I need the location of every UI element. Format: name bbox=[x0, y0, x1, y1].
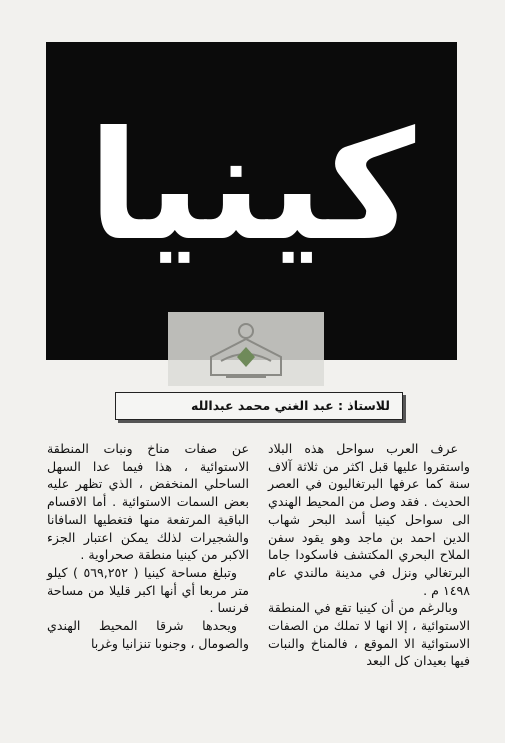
paragraph: ويحدها شرقا المحيط الهندي والصومال ، وجنوبا تنزانيا وغربا bbox=[47, 618, 249, 651]
paragraph: عن صفات مناخ ونبات المنطقة الاستوائية ، هذا فيما عدا السهل الساحلي المنخفض ، الذي تظهر عليه بعض السمات الاستوائية . أما الاقسام الباقية المرتفعة منها فتغطيها السافانا والشجيرات لذلك يمكن اعتبار الجزء الاكبر من كينيا منطقة صحراوية . bbox=[47, 441, 249, 563]
paragraph: وتبلغ مساحة كينيا ( ٥٦٩,٢٥٢ ) كيلو متر مربعا أي أنها اكبر قليلا من مساحة فرنسا . bbox=[47, 564, 249, 616]
article-title: كينيا bbox=[87, 100, 416, 274]
paragraph: عرف العرب سواحل هذه البلاد واستقروا عليها قبل اكثر من ثلاثة آلاف سنة كما عرفها البرتغاليون في العصر الحديث . فقد وصل من المحيط الهندي الى سواحل كينيا أسد البحر شهاب الدين احمد بن ماجد وهو يقود سفن الملاح البحري المكتشف فاسكودا جاما البرتغالي ونزل في مدينة مالندي عام ١٤٩٨ م . bbox=[268, 441, 470, 598]
author-box bbox=[115, 392, 403, 420]
text-column-left bbox=[47, 440, 249, 652]
text-column-right bbox=[268, 440, 470, 670]
author-line: للاستاذ : عبد الغني محمد عبدالله bbox=[191, 398, 390, 413]
paragraph: وبالرغم من أن كينيا تقع في المنطقة الاستوائية ، إلا انها لا تملك من الصفات الاستوائية الا الموقع ، فالمناخ والنبات فيها بعيدان كل البعد bbox=[268, 600, 470, 669]
library-emblem-icon bbox=[201, 317, 291, 383]
